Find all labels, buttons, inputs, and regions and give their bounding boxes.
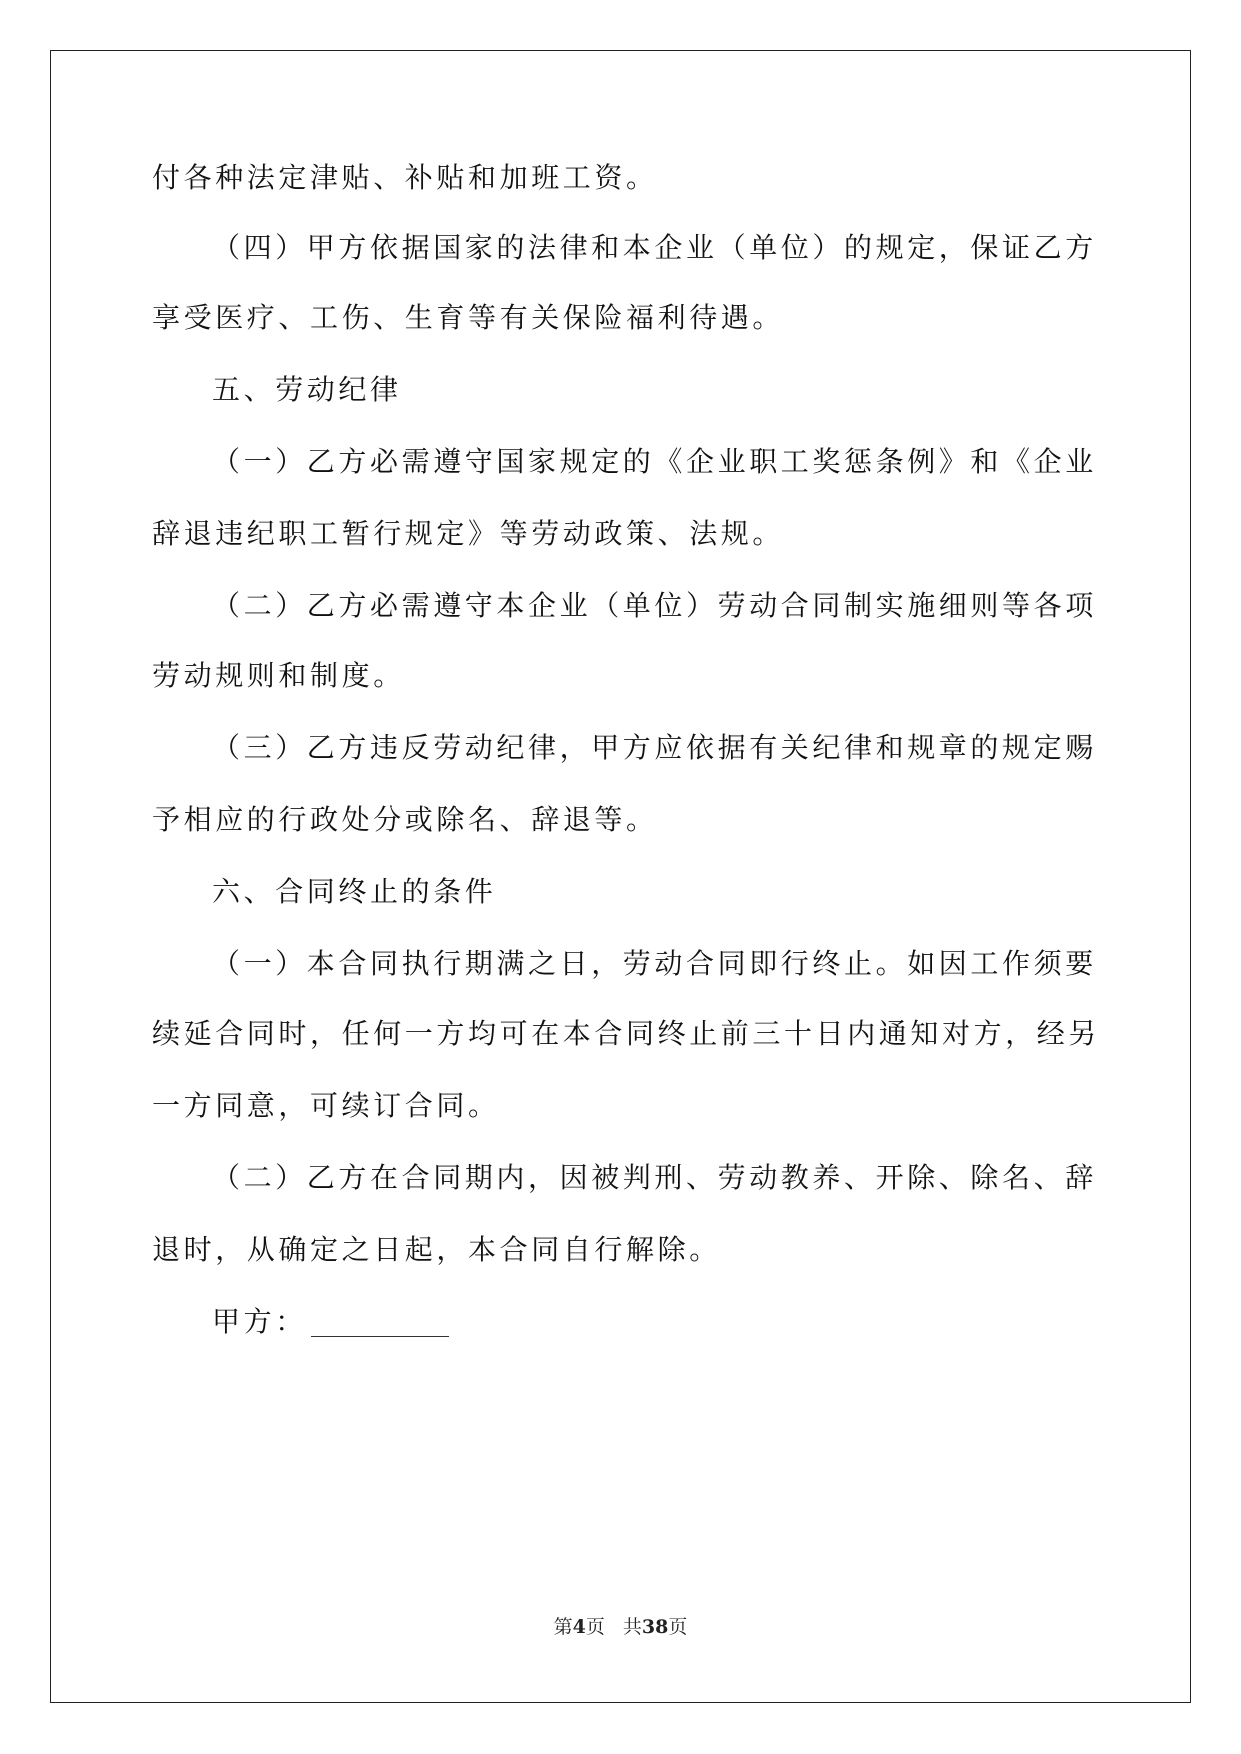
total-page-count: 38 bbox=[641, 1616, 669, 1638]
text-line: 予相应的行政处分或除名、辞退等。 bbox=[152, 803, 658, 836]
footer-page-suffix: 页 bbox=[585, 1616, 605, 1638]
text-line: 享受医疗、工伤、生育等有关保险福利待遇。 bbox=[152, 301, 785, 334]
signature-label: 甲方： bbox=[212, 1305, 307, 1338]
text-line: （一）乙方必需遵守国家规定的《企业职工奖惩条例》和《企业 bbox=[212, 445, 1097, 478]
text-line: （一）本合同执行期满之日，劳动合同即行终止。如因工作须要 bbox=[212, 947, 1097, 980]
page-footer bbox=[0, 1612, 1241, 1639]
text-line: 退时，从确定之日起，本合同自行解除。 bbox=[152, 1233, 721, 1266]
current-page-number: 4 bbox=[572, 1616, 586, 1638]
section-heading: 六、合同终止的条件 bbox=[212, 875, 497, 908]
footer-prefix: 第 bbox=[553, 1616, 573, 1638]
text-line: 一方同意，可续订合同。 bbox=[152, 1089, 500, 1122]
footer-total-suffix: 页 bbox=[668, 1616, 688, 1638]
text-line: 辞退违纪职工暂行规定》等劳动政策、法规。 bbox=[152, 517, 785, 550]
text-line: （四）甲方依据国家的法律和本企业（单位）的规定，保证乙方 bbox=[212, 231, 1097, 264]
text-line: 劳动规则和制度。 bbox=[152, 659, 405, 692]
text-line: 付各种法定津贴、补贴和加班工资。 bbox=[152, 161, 658, 194]
text-line: （二）乙方在合同期内，因被判刑、劳动教养、开除、除名、辞 bbox=[212, 1161, 1097, 1194]
text-line: （二）乙方必需遵守本企业（单位）劳动合同制实施细则等各项 bbox=[212, 589, 1097, 622]
footer-total-prefix: 共 bbox=[622, 1616, 642, 1638]
text-line: （三）乙方违反劳动纪律，甲方应依据有关纪律和规章的规定赐 bbox=[212, 731, 1097, 764]
section-heading: 五、劳动纪律 bbox=[212, 373, 402, 406]
signature-blank bbox=[311, 1308, 449, 1337]
text-line: 续延合同时，任何一方均可在本合同终止前三十日内通知对方，经另 bbox=[152, 1017, 1101, 1050]
signature-block bbox=[212, 1302, 449, 1342]
